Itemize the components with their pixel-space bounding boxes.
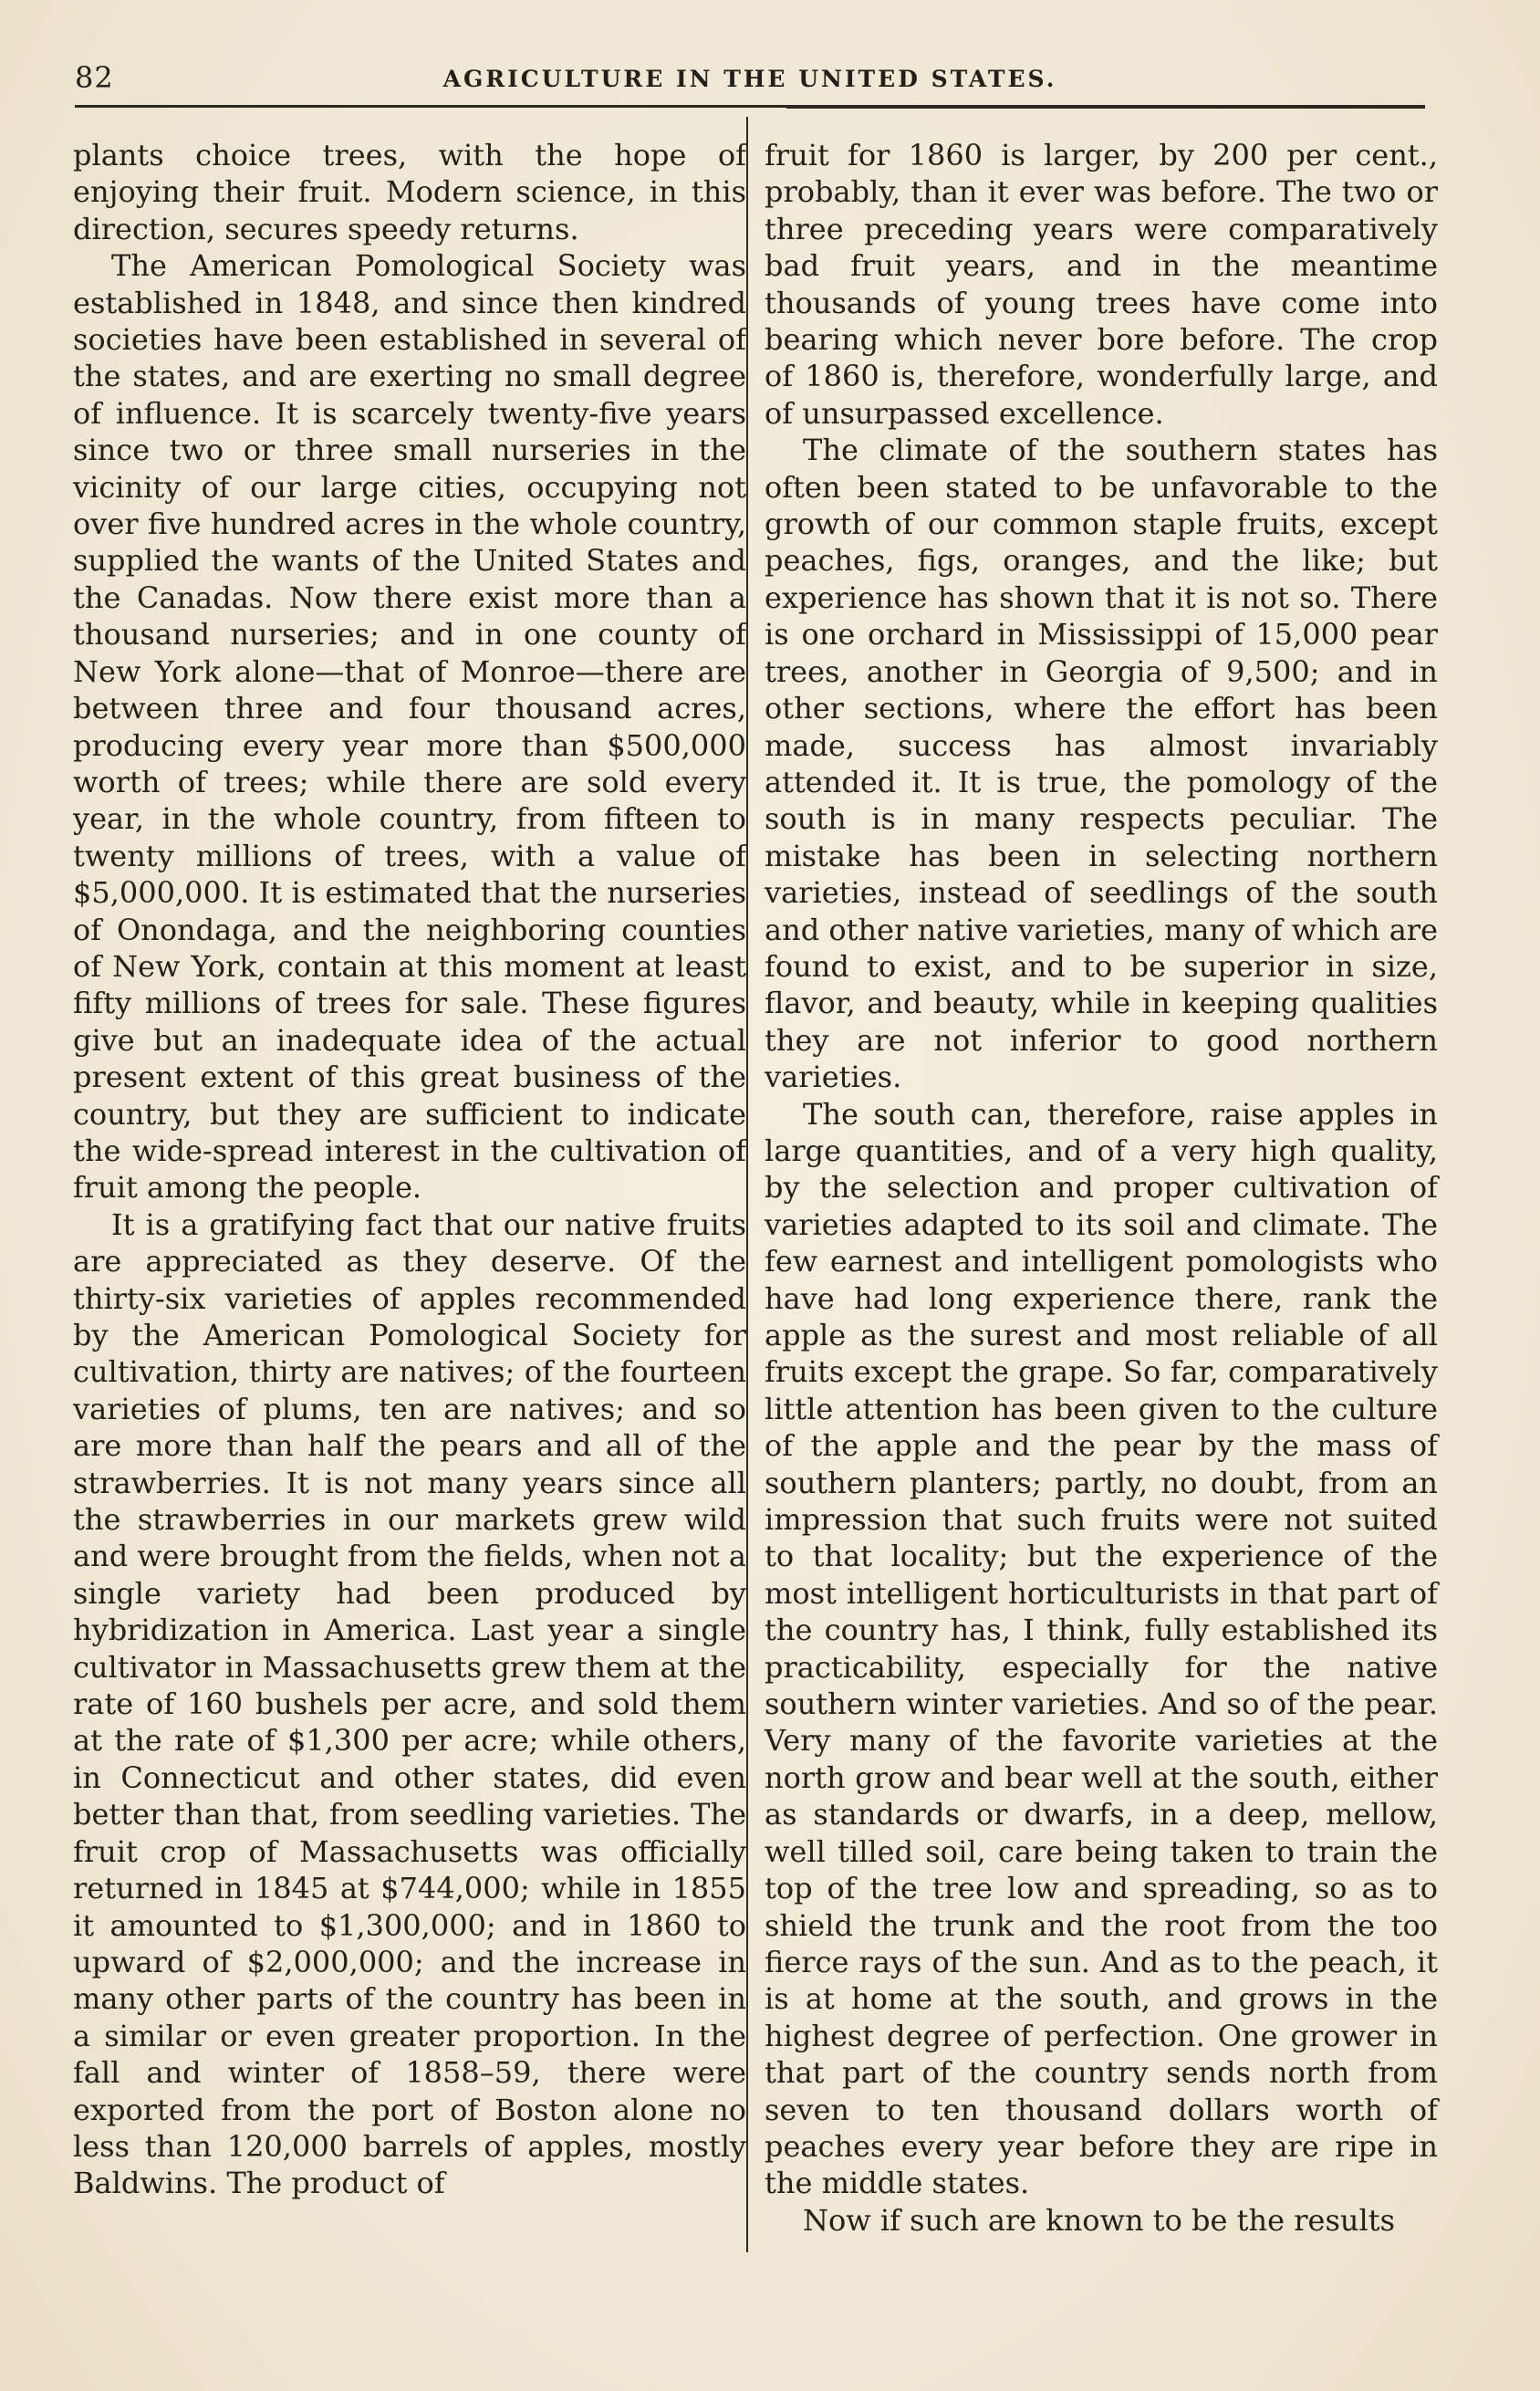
header-rule-accent bbox=[786, 107, 1425, 109]
running-title: AGRICULTURE IN THE UNITED STATES. bbox=[442, 66, 1057, 92]
paragraph: plants choice trees, with the hope of enjoying their fruit. Modern science, in this direction, secures speedy returns. bbox=[73, 138, 746, 246]
paragraph: The south can, therefore, raise apples in large quantities, and of a very high quality, by the selection and proper cultivation of varieties adapted to its soil and climate. The few earnest and intelligent pomologists who have had long experience there, rank the apple as the surest and most reliable of all fruits except the grape. So far, comparatively little attention has been given to the culture of the apple and the pear by the mass of southern planters; partly, no doubt, from an impression that such fruits were not suited to that locality; but the experience of the most intelligent horticulturists in that part of the country has, I think, fully established its practicability, especially for the native southern winter varieties. And so of the pear. Very many of the favorite varieties at the north grow and bear well at the south, either as standards or dwarfs, in a deep, mellow, well tilled soil, care being taken to train the top of the tree low and spreading, so as to shield the trunk and the root from the too fierce rays of the sun. And as to the peach, it is at home at the south, and grows in the highest degree of perfection. One grower in that part of the country sends north from seven to ten thousand dollars worth of peaches every year before they are ripe in the middle states. bbox=[765, 1096, 1438, 2201]
paragraph: The climate of the southern states has often been stated to be unfavorable to the growth of our common staple fruits, except peaches, figs, oranges, and the like; but experience has shown that it is not so. There is one orchard in Mississippi of 15,000 pear trees, another in Georgia of 9,500; and in other sections, where the effort has been made, success has almost invariably attended it. It is true, the pomology of the south is in many respects peculiar. The mistake has been in selecting northern varieties, instead of seedlings of the south and other native varieties, many of which are found to exist, and to be superior in size, flavor, and beauty, while in keeping qualities they are not inferior to good northern varieties. bbox=[765, 433, 1438, 1095]
page-header bbox=[75, 57, 1425, 102]
left-column bbox=[73, 137, 746, 2202]
paragraph: fruit for 1860 is larger, by 200 per cent., probably, than it ever was before. The two or three preceding years were comparatively bad fruit years, and in the meantime thousands of young trees have come into bearing which never bore before. The crop of 1860 is, therefore, wonderfully large, and of unsurpassed excellence. bbox=[765, 138, 1438, 431]
paragraph: Now if such are known to be the results bbox=[803, 2202, 1395, 2238]
page-number: 82 bbox=[75, 60, 114, 95]
column-divider bbox=[746, 117, 748, 2252]
paragraph: It is a gratifying fact that our native fruits are appreciated as they deserve. Of the thirty-six varieties of apples recommended by the American Pomological Society for cultivation, thirty are natives; of the fourteen varieties of plums, ten are natives; and so are more than half the pears and all of the strawberries. It is not many years since all the strawberries in our markets grew wild and were brought from the fields, when not a single variety had been produced by hybridization in America. Last year a single cultivator in Massachusetts grew them at the rate of 160 bushels per acre, and sold them at the rate of $1,300 per acre; while others, in Connecticut and other states, did even better than that, from seedling varieties. The fruit crop of Massachusetts was officially returned in 1845 at $744,000; while in 1855 it amounted to $1,300,000; and in 1860 to upward of $2,000,000; and the increase in many other parts of the country has been in a similar or even greater proportion. In the fall and winter of 1858–59, there were exported from the port of Boston alone no less than 120,000 barrels of apples, mostly Baldwins. The product of bbox=[73, 1206, 746, 2201]
right-column bbox=[765, 137, 1438, 2239]
paragraph: The American Pomological Society was established in 1848, and since then kindred societies have been established in several of the states, and are exerting no small degree of influence. It is scarcely twenty-five years since two or three small nurseries in the vicinity of our large cities, occupying not over five hundred acres in the whole country, supplied the wants of the United States and the Canadas. Now there exist more than a thousand nurseries; and in one county of New York alone—that of Monroe—there are between three and four thousand acres, producing every year more than $500,000 worth of trees; while there are sold every year, in the whole country, from fifteen to twenty millions of trees, with a value of $5,000,000. It is estimated that the nurseries of Onondaga, and the neighboring counties of New York, contain at this moment at least fifty millions of trees for sale. These figures give but an inadequate idea of the actual present extent of this great business of the country, but they are sufficient to indicate the wide-spread interest in the cultivation of fruit among the people. bbox=[73, 248, 746, 1206]
